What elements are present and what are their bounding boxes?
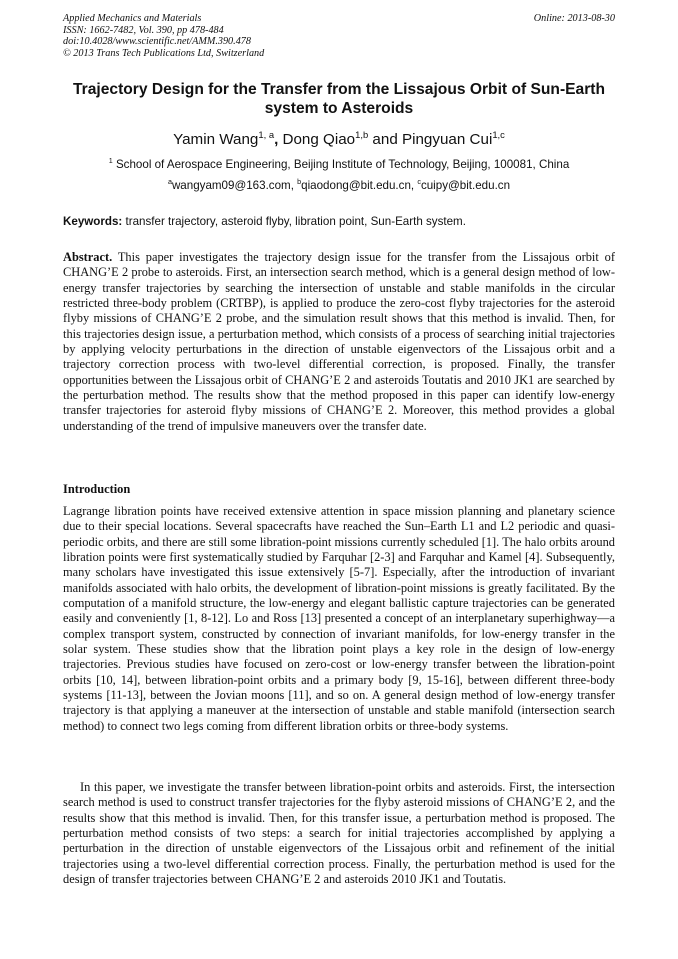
email-superscript: c bbox=[417, 177, 421, 187]
journal-name: Applied Mechanics and Materials bbox=[63, 13, 202, 24]
online-date: Online: 2013-08-30 bbox=[533, 13, 615, 24]
doi-line: doi:10.4028/www.scientific.net/AMM.390.478 bbox=[63, 36, 251, 48]
intro-paragraph-1: Lagrange libration points have received extensive attention in space mission planning and planetary science due to their special locations. Several spacecrafts have reached the Sun–Earth L1 and L2 periodic and quasi-periodic orbits, and there are still some libration-point missions currently scheduled [1]. The halo orbits around libration points were first systematically studied by Farquhar [2-3] and Farquhar and Kamel [4]. Subsequently, many scholars have investigated this issue extensively [5-7]. Especially, after the introduction of invariant manifolds associated with halo orbits, the development of libration-point missions is greatly facilitated. By the computation of a manifold structure, the low-energy and elegant ballistic capture trajectories can be generated easily and conveniently [1, 8-12]. Lo and Ross [13] presented a concept of an interplanetary superhighway—a complex transport system, constructed by connection of invariant manifolds, for low-energy transfer in the solar system. These studies show that the libration point plays a key role in the design of low-energy trajectories. Previous studies have focused on zero-cost or low-energy transfer between the libration-point orbits [10, 14], between libration-point orbits and a primary body [9, 15-16], between different three-body systems [11-13], between the Jovian moons [11], and so on. A general design method of low-energy transfer trajectory is that applying a maneuver at the intersection of unstable and stable manifold (intersection search method) to connect two legs coming from different libration orbits or three-body systems. bbox=[63, 504, 615, 733]
issn-line: ISSN: 1662-7482, Vol. 390, pp 478-484 bbox=[63, 24, 224, 36]
email-list bbox=[50, 178, 628, 193]
abstract-text: This paper investigates the trajectory design issue for the transfer from the Lissajous orbit of CHANG’E 2 probe to asteroids. First, an intersection search method, which is a general design method of low-energy transfer trajectories by searching the intersection of unstable and stable manifolds in the circular restricted three-body problem (CRTBP), is applied to produce the zero-cost flyby trajectories for the asteroid flyby missions of CHANG’E 2 probe, and the simulation result shows that this method is invalid. Then, for this trajectories design issue, a perturbation method, which consists of a process of searching initial trajectories by applying velocity perturbations in the direction of unstable eigenvectors of the Lissajous orbit and a trajectory correction process with two-level differential correction, is proposed. Finally, the transfer opportunities between the Lissajous orbit of CHANG’E 2 and asteroids Toutatis and 2010 JK1 are searched by the perturbation method. The results show that the method proposed in this paper can identify low-energy transfer trajectories for asteroid flyby missions of CHANG’E 2. Moreover, this method provides a global understanding of the trend of impulsive maneuvers over the transfer date. bbox=[63, 250, 615, 433]
affiliation-superscript: 1 bbox=[108, 156, 113, 166]
keywords-text: transfer trajectory, asteroid flyby, libration point, Sun-Earth system. bbox=[122, 215, 466, 228]
author-name: Dong Qiao bbox=[282, 131, 356, 148]
author-list bbox=[50, 130, 628, 149]
email-link[interactable]: cuipy@bit.edu.cn bbox=[420, 179, 511, 192]
author-separator: , bbox=[274, 131, 283, 148]
email-link[interactable]: qiaodong@bit.edu.cn, bbox=[301, 179, 418, 192]
author-superscript: 1, a bbox=[258, 128, 275, 140]
keywords-label: Keywords: bbox=[63, 215, 123, 228]
author-superscript: 1,c bbox=[492, 128, 505, 140]
email-link[interactable]: wangyam09@163.com, bbox=[171, 179, 298, 192]
author-separator: and bbox=[368, 131, 402, 148]
email-superscript: a bbox=[167, 177, 172, 187]
author-superscript: 1,b bbox=[355, 128, 369, 140]
abstract-label: Abstract. bbox=[63, 250, 113, 264]
section-heading-introduction: Introduction bbox=[63, 482, 131, 496]
keywords bbox=[63, 214, 615, 229]
paper-title: Trajectory Design for the Transfer from the Lissajous Orbit of Sun-Earth system to Asteroids bbox=[72, 81, 605, 117]
author-name: Pingyuan Cui bbox=[401, 131, 493, 148]
copyright-line: © 2013 Trans Tech Publications Ltd, Switzerland bbox=[63, 47, 265, 59]
intro-paragraph-2: In this paper, we investigate the transfer between libration-point orbits and asteroids. First, the intersection search method is used to construct transfer trajectories for the flyby asteroid missions of CHANG’E 2, and the results show that this method is invalid. Then, for this transfer issue, a perturbation method is proposed. The perturbation method consists of two steps: a search for initial trajectories accomplished by applying a perturbation in the direction of unstable eigenvectors of the Lissajous orbit and refinement of the initial trajectories using a two-level differential correction process. Finally, the perturbation method is used for the design of transfer trajectories between CHANG’E 2 and asteroids 2010 JK1 and Toutatis. bbox=[63, 780, 615, 887]
email-superscript: b bbox=[297, 177, 302, 187]
journal-header bbox=[63, 13, 615, 59]
author-name: Yamin Wang bbox=[173, 131, 259, 148]
affiliation bbox=[50, 157, 628, 172]
affiliation-text: School of Aerospace Engineering, Beijing Institute of Technology, Beijing, 100081, China bbox=[112, 158, 570, 171]
abstract bbox=[63, 250, 615, 434]
